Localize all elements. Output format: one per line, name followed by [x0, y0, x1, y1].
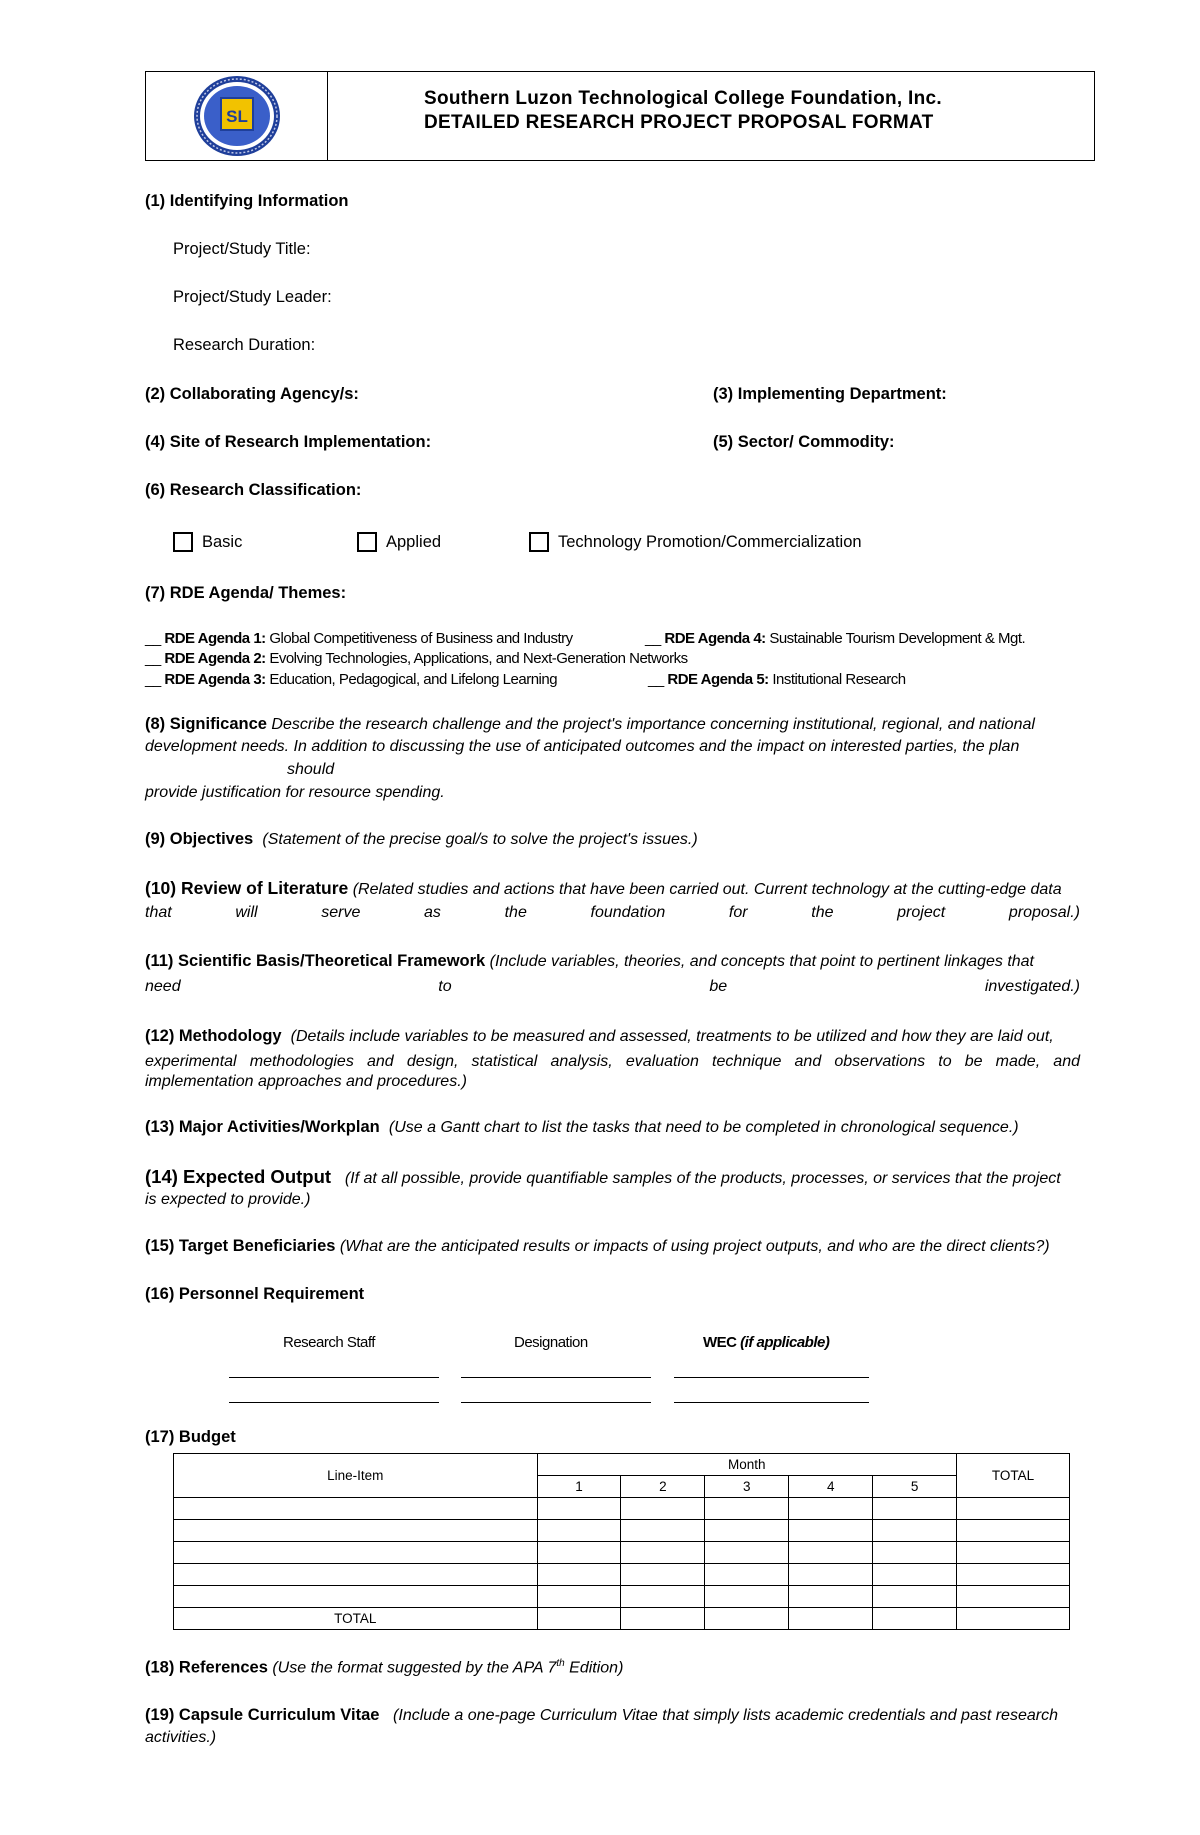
section-7-heading: (7) RDE Agenda/ Themes:	[145, 584, 347, 602]
total-header: TOTAL	[957, 1454, 1070, 1498]
section-14-line-1: (14) Expected Output (If at all possible, provide quantifiable samples of the products, processes, or services that the project	[145, 1166, 1061, 1187]
section-14-line-2: is expected to provide.)	[145, 1191, 311, 1208]
logo-cell	[146, 72, 328, 160]
section-1-heading: (1) Identifying Information	[145, 192, 349, 210]
agenda-1: __ RDE Agenda 1: Global Competitiveness of Business and Industry	[145, 630, 573, 647]
section-6-heading: (6) Research Classification:	[145, 481, 362, 499]
wec-line-1[interactable]	[674, 1377, 869, 1378]
month-header: Month	[537, 1454, 956, 1476]
college-seal-logo	[192, 74, 282, 158]
section-19-line-1: (19) Capsule Curriculum Vitae (Include a one-page Curriculum Vitae that simply lists academic credentials and past research	[145, 1706, 1058, 1724]
section-11-line-1: (11) Scientific Basis/Theoretical Framework (Include variables, theories, and concepts that point to pertinent linkages that	[145, 952, 1034, 970]
section-8-line-4: provide justification for resource spending.	[145, 784, 445, 801]
section-10-line-1: (10) Review of Literature (Related studies and actions that have been carried out. Current technology at the cutting-edge data	[145, 878, 1062, 898]
section-17-heading: (17) Budget	[145, 1428, 236, 1446]
title-cell	[328, 72, 1094, 160]
section-15: (15) Target Beneficiaries (What are the anticipated results or impacts of using project outputs, and who are the direct clients?)	[145, 1237, 1050, 1255]
form-header	[145, 71, 1095, 161]
section-13: (13) Major Activities/Workplan (Use a Gantt chart to list the tasks that need to be completed in chronological sequence.)	[145, 1118, 1019, 1136]
budget-table	[173, 1453, 1070, 1630]
applied-checkbox[interactable]	[357, 532, 377, 552]
month-4-header: 4	[789, 1476, 873, 1498]
section-2-heading: (2) Collaborating Agency/s:	[145, 385, 359, 403]
month-1-header: 1	[537, 1476, 621, 1498]
form-title: DETAILED RESEARCH PROJECT PROPOSAL FORMAT	[424, 112, 934, 133]
wec-line-2[interactable]	[674, 1402, 869, 1403]
logo-letters: SL	[225, 107, 248, 126]
section-12-line-1: (12) Methodology (Details include variables to be measured and assessed, treatments to be utilized and how they are laid out,	[145, 1027, 1054, 1045]
section-8-line-3: should	[287, 761, 335, 778]
month-2-header: 2	[621, 1476, 705, 1498]
section-11-line-2: need to be investigated.)	[145, 978, 1080, 995]
applied-option-label: Applied	[386, 533, 442, 551]
wec-column: WEC (if applicable)	[703, 1334, 830, 1351]
section-9: (9) Objectives (Statement of the precise goal/s to solve the project's issues.)	[145, 830, 698, 848]
basic-checkbox[interactable]	[173, 532, 193, 552]
designation-line-2[interactable]	[461, 1402, 651, 1403]
month-3-header: 3	[705, 1476, 789, 1498]
agenda-5: __ RDE Agenda 5: Institutional Research	[648, 671, 906, 688]
tech-promotion-option-label: Technology Promotion/Commercialization	[558, 533, 862, 551]
section-12-line-3: implementation approaches and procedures.)	[145, 1073, 467, 1090]
section-5-heading: (5) Sector/ Commodity:	[713, 433, 895, 451]
section-8-line-1: (8) Significance Describe the research challenge and the project's importance concerning institutional, regional, and national	[145, 715, 1035, 733]
line-item-header: Line-Item	[174, 1454, 538, 1498]
total-row	[174, 1608, 1070, 1630]
agenda-3: __ RDE Agenda 3: Education, Pedagogical, and Lifelong Learning	[145, 671, 558, 688]
staff-line-2[interactable]	[229, 1402, 439, 1403]
month-5-header: 5	[873, 1476, 957, 1498]
institution-name: Southern Luzon Technological College Foundation, Inc.	[424, 88, 942, 109]
section-16-heading: (16) Personnel Requirement	[145, 1285, 365, 1303]
table-row	[174, 1542, 1070, 1564]
research-staff-column: Research Staff	[283, 1334, 375, 1351]
agenda-4: __ RDE Agenda 4: Sustainable Tourism Development & Mgt.	[645, 630, 1026, 647]
section-3-heading: (3) Implementing Department:	[713, 385, 947, 403]
project-leader-label: Project/Study Leader:	[173, 288, 332, 306]
section-18: (18) References (Use the format suggested by the APA 7th Edition)	[145, 1658, 624, 1677]
total-row-label: TOTAL	[174, 1608, 538, 1630]
table-row	[174, 1586, 1070, 1608]
research-duration-label: Research Duration:	[173, 336, 316, 354]
section-8-line-2: development needs. In addition to discussing the use of anticipated outcomes and the impact on interested parties, the plan	[145, 738, 1020, 755]
section-10-line-2: that will serve as the foundation for the project proposal.)	[145, 904, 1080, 921]
section-4-heading: (4) Site of Research Implementation:	[145, 433, 432, 451]
staff-line-1[interactable]	[229, 1377, 439, 1378]
designation-line-1[interactable]	[461, 1377, 651, 1378]
designation-column: Designation	[514, 1334, 588, 1351]
table-row	[174, 1564, 1070, 1586]
section-12-line-2: experimental methodologies and design, statistical analysis, evaluation technique and observations to be made, and	[145, 1053, 1080, 1070]
tech-promotion-checkbox[interactable]	[529, 532, 549, 552]
table-row	[174, 1498, 1070, 1520]
table-row	[174, 1520, 1070, 1542]
section-19-line-2: activities.)	[145, 1729, 217, 1746]
agenda-2: __ RDE Agenda 2: Evolving Technologies, Applications, and Next-Generation Networks	[145, 650, 688, 667]
project-title-label: Project/Study Title:	[173, 240, 311, 258]
basic-option-label: Basic	[202, 533, 243, 551]
